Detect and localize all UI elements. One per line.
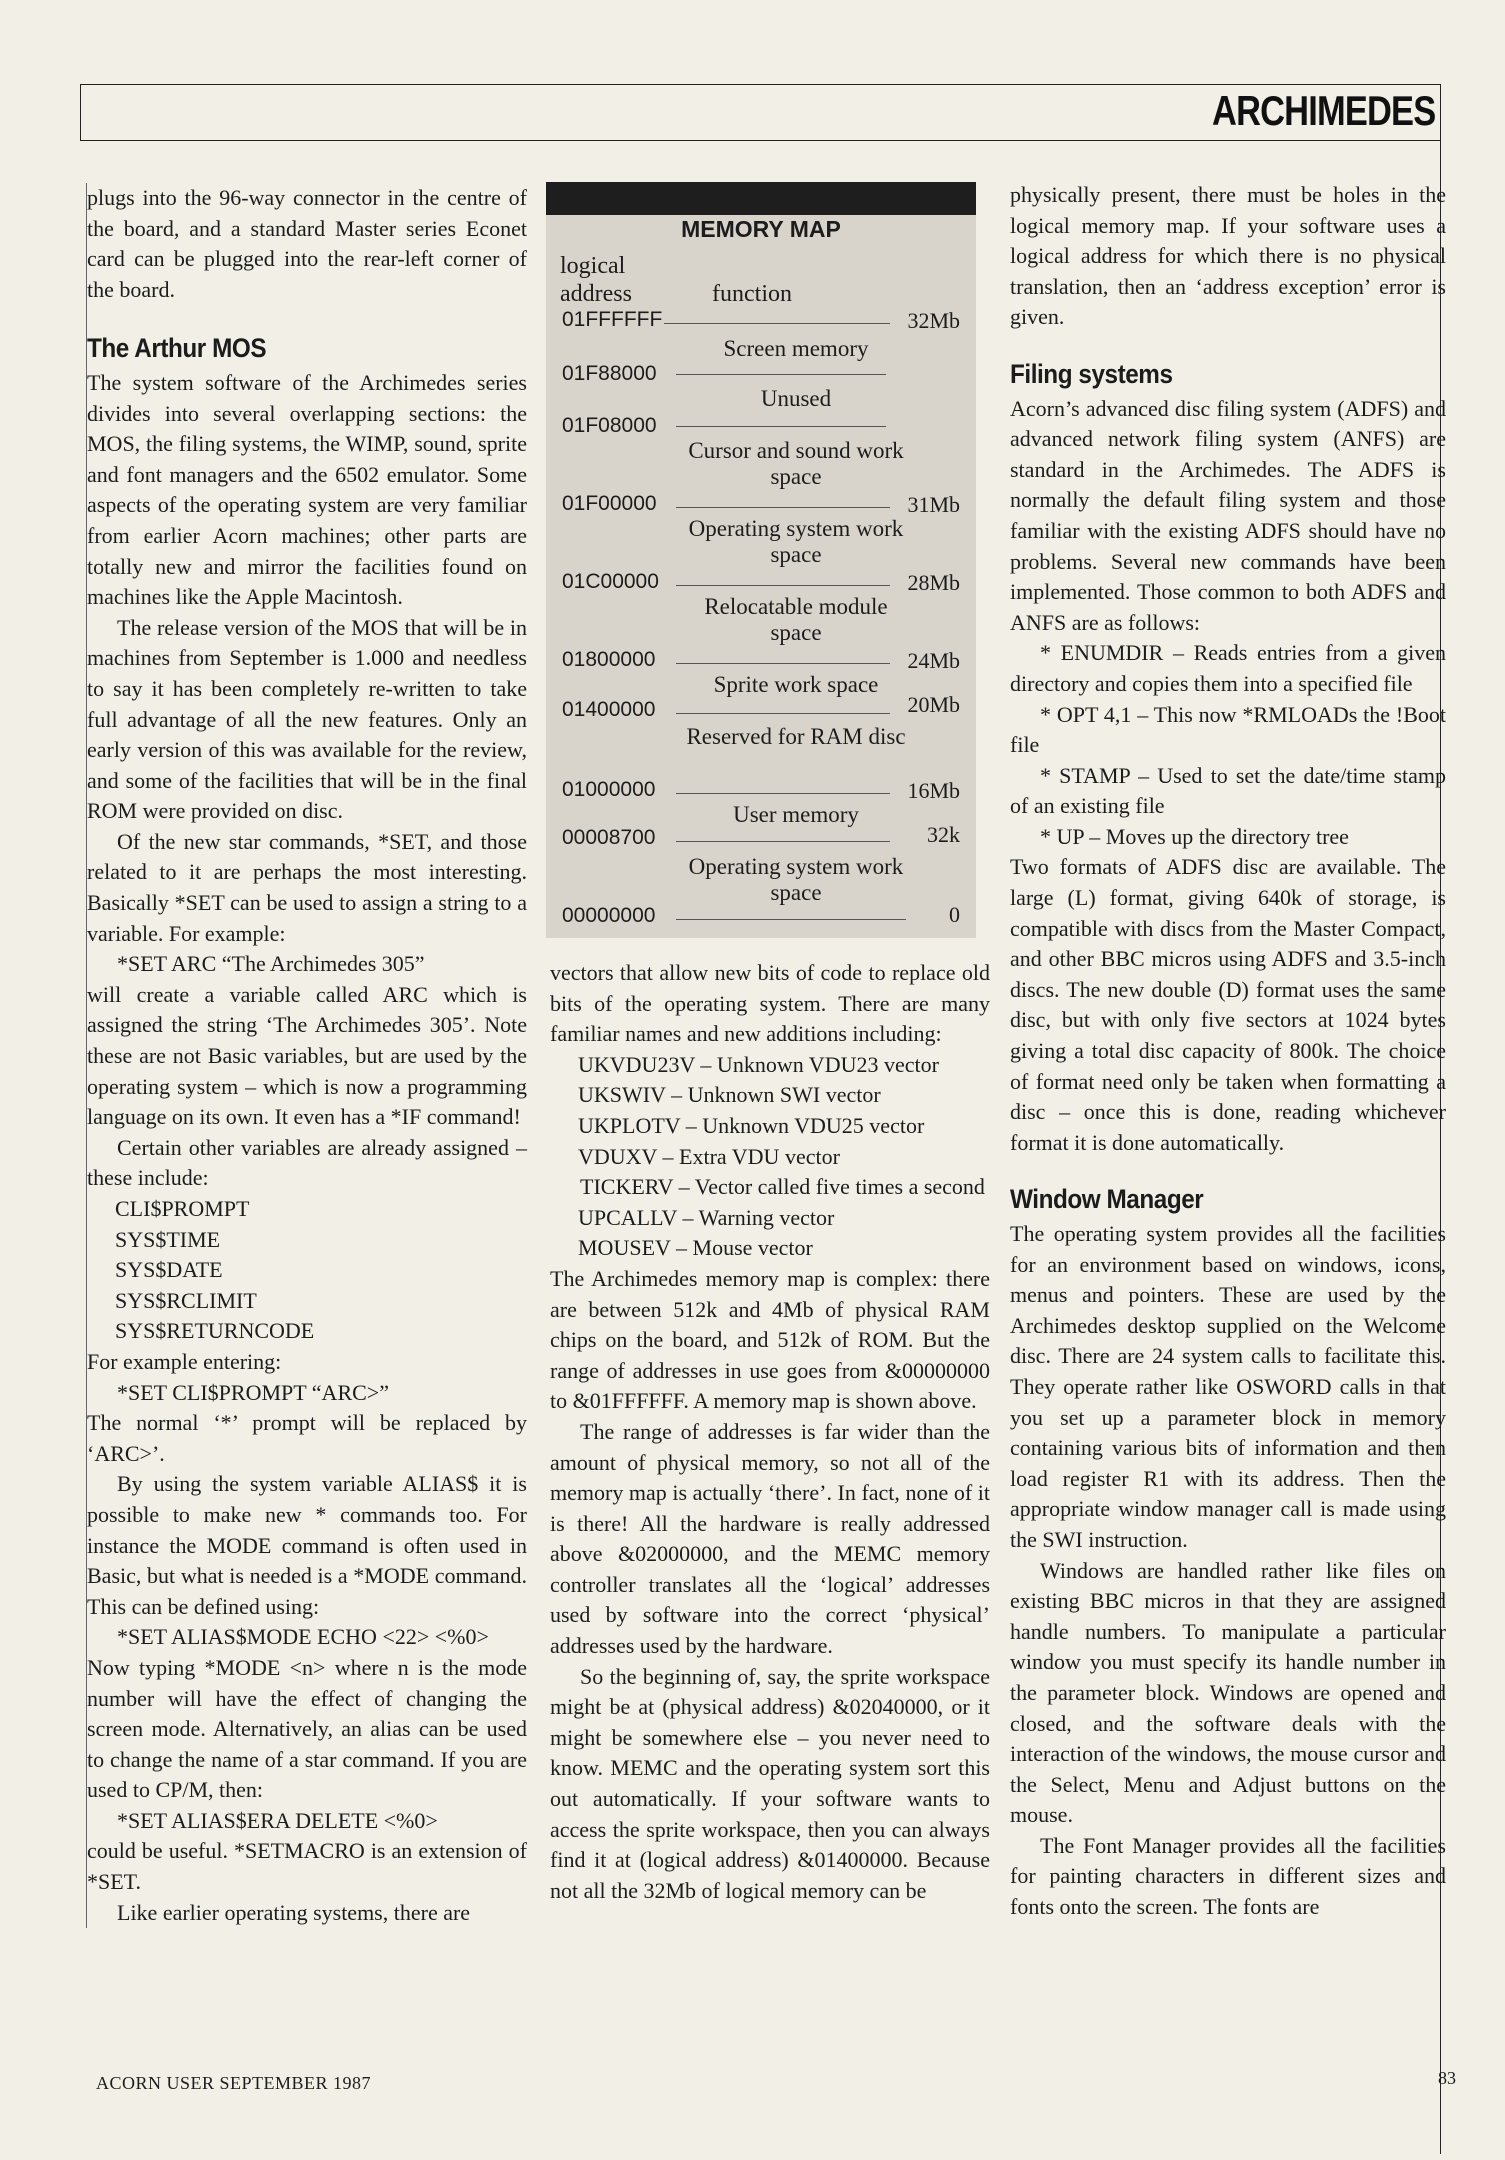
memory-map-function: Sprite work space [713, 672, 879, 697]
section-title: ARCHIMEDES [1211, 87, 1435, 134]
memory-map-size: 31Mb [907, 492, 960, 517]
memory-map-address: 01000000 [562, 778, 656, 801]
variable-item: SYS$DATE [115, 1257, 223, 1283]
memory-map-divider [676, 374, 886, 375]
paragraph: Certain other variables are already assigned – these include: [87, 1134, 527, 1191]
paragraph: Now typing *MODE <n> where n is the mode number will have the effect of changing the screen mode. Alternatively, an alias can be used to change the name of a star command. If you are used to CP/M, then: [87, 1654, 527, 1803]
paragraph: For example entering: [87, 1348, 282, 1374]
memory-map-address: 01800000 [562, 648, 656, 671]
command-example: *SET ARC “The Archimedes 305” [117, 951, 425, 977]
vector-item: MOUSEV – Mouse vector [578, 1235, 813, 1261]
memory-map-function: Operating system work space [688, 516, 904, 567]
page-frame-left [80, 84, 81, 140]
variable-item: SYS$RETURNCODE [115, 1318, 315, 1344]
memory-map-function: Screen memory [723, 336, 869, 361]
command-item: * OPT 4,1 – This now *RMLOADs the !Boot file [1010, 701, 1446, 758]
memory-map-divider [676, 585, 890, 586]
vector-item: TICKERV – Vector called five times a second [580, 1174, 985, 1200]
memory-map-figure [546, 182, 976, 938]
vector-item: UKVDU23V – Unknown VDU23 vector [578, 1051, 939, 1077]
paragraph: The Font Manager provides all the facilities for painting characters in different sizes and fonts onto the screen. The fonts are [1010, 1832, 1446, 1920]
memory-map-head-address: address [560, 281, 632, 307]
header-rule [80, 140, 1440, 141]
heading-arthur-mos: The Arthur MOS [87, 333, 267, 364]
paragraph: plugs into the 96-way connector in the centre of the board, and a standard Master series Econet card can be plugged into the rear-left corner of the board. [87, 185, 527, 302]
memory-map-address: 01FFFFFF [562, 308, 663, 331]
paragraph: Windows are handled rather like files on existing BBC micros in that they are assigned handle numbers. To manipulate a particular window you must specify its handle number in the parameter block. Windows are opened and closed, and the software deals with the interaction of the windows, the mouse cursor and the Select, Menu and Adjust buttons on the mouse. [1010, 1557, 1446, 1828]
paragraph: Acorn’s advanced disc filing system (ADFS) and advanced network filing system (ANFS) are standard in the Archimedes. The ADFS is normally the default filing system and those familiar with the existing ADFS should have no problems. Several new commands have been implemented. Those common to both ADFS and ANFS are as follows: [1010, 395, 1446, 635]
memory-map-size: 24Mb [907, 648, 960, 673]
memory-map-size: 20Mb [907, 692, 960, 717]
heading-filing-systems: Filing systems [1010, 358, 1173, 389]
memory-map-function: Relocatable module space [704, 594, 888, 645]
memory-map-divider [676, 841, 890, 842]
paragraph: vectors that allow new bits of code to replace old bits of the operating system. There are many familiar names and new additions including: [550, 960, 990, 1047]
footer-page-number: 83 [1438, 2068, 1456, 2088]
memory-map-address: 00000000 [562, 904, 656, 927]
column-1 [86, 183, 527, 1928]
memory-map-head-function: function [712, 281, 792, 307]
memory-map-size: 32k [927, 822, 960, 847]
memory-map-function: Reserved for RAM disc [686, 724, 906, 749]
memory-map-address: 01F00000 [562, 492, 657, 515]
memory-map-function: User memory [733, 802, 859, 827]
memory-map-divider [664, 323, 890, 324]
command-example: *SET ALIAS$MODE ECHO <22> <%0> [117, 1624, 489, 1650]
command-item: * STAMP – Used to set the date/time stamp of an existing file [1010, 762, 1446, 819]
command-item: * UP – Moves up the directory tree [1040, 823, 1349, 849]
memory-map-bar [546, 182, 976, 215]
column-2 [550, 958, 990, 1906]
heading-window-manager: Window Manager [1010, 1184, 1204, 1215]
variable-item: SYS$TIME [115, 1226, 221, 1252]
memory-map-head-logical: logical [560, 253, 626, 279]
memory-map-divider [676, 426, 886, 427]
paragraph: The normal ‘*’ prompt will be replaced by ‘ARC>’. [87, 1410, 527, 1466]
memory-map-function: Cursor and sound work space [688, 438, 904, 489]
memory-map-size: 32Mb [907, 308, 960, 333]
paragraph: The release version of the MOS that will be in machines from September is 1.000 and needless to say it has been completely re-written to take full advantage of all the new features. Only an early version of this was available for the review, and some of the facilities that will be in the final ROM were provided on disc. [87, 614, 527, 824]
command-example: *SET CLI$PROMPT “ARC>” [117, 1379, 389, 1405]
paragraph: The range of addresses is far wider than the amount of physical memory, so not all of the memory map is actually ‘there’. In fact, none of it is there! All the hardware is really addressed above &02000000, and the MEMC memory controller translates all the ‘logical’ addresses used by software into the correct ‘physical’ addresses used by the hardware. [550, 1418, 990, 1659]
paragraph: could be useful. *SETMACRO is an extension of *SET. [87, 1838, 527, 1895]
memory-map-divider [676, 919, 906, 920]
memory-map-title: MEMORY MAP [681, 216, 841, 242]
command-example: *SET ALIAS$ERA DELETE <%0> [117, 1807, 438, 1833]
memory-map-size: 16Mb [907, 778, 960, 803]
paragraph: The operating system provides all the facilities for an environment based on windows, icons, menus and pointers. These are used by the Archimedes desktop supplied on the Welcome disc. There are 24 system calls to facilitate this. They operate rather like OSWORD calls in that you set up a parameter block in memory containing various bits of information and then load register R1 with its address. Then the appropriate window manager call is made using the SWI instruction. [1010, 1221, 1446, 1552]
memory-map-divider [676, 713, 890, 714]
paragraph: physically present, there must be holes in the logical memory map. If your software uses a logical address for which there is no physical translation, then an ‘address exception’ error is given. [1010, 182, 1446, 330]
memory-map-address: 01400000 [562, 698, 656, 721]
command-item: * ENUMDIR – Reads entries from a given directory and copies them into a specified file [1010, 640, 1446, 696]
paragraph: The Archimedes memory map is complex: there are between 512k and 4Mb of physical RAM chips on the board, and 512k of ROM. But the range of addresses in use goes from &00000000 to &01FFFFFF. A memory map is shown above. [550, 1265, 990, 1414]
memory-map-address: 01F08000 [562, 414, 657, 437]
memory-map-address: 01F88000 [562, 362, 657, 385]
memory-map-divider [676, 507, 890, 508]
memory-map-address: 01C00000 [562, 570, 659, 593]
vector-item: UKPLOTV – Unknown VDU25 vector [578, 1112, 925, 1138]
paragraph: The system software of the Archimedes series divides into several overlapping sections: the MOS, the filing systems, the WIMP, sound, sprite and font managers and the 6502 emulator. Some aspects of the operating system are very familiar from earlier Acorn machines; other parts are totally new and mirror the facilities found on machines like the Apple Macintosh. [87, 369, 527, 610]
paragraph: So the beginning of, say, the sprite workspace might be at (physical address) &02040000, or it might be somewhere else – you never need to know. MEMC and the operating system sort this out automatically. If your software wants to access the sprite workspace, then you can always find it at (logical address) &01400000. Because not all the 32Mb of logical memory can be [550, 1663, 990, 1903]
memory-map-divider [676, 663, 890, 664]
memory-map-address: 00008700 [562, 826, 656, 849]
vector-item: VDUXV – Extra VDU vector [578, 1143, 840, 1169]
memory-map-divider [676, 793, 890, 794]
vector-item: UPCALLV – Warning vector [578, 1204, 835, 1230]
paragraph: will create a variable called ARC which is assigned the string ‘The Archimedes 305’. Note these are not Basic variables, but are used by the operating system – which is now a programming language on its own. It even has a *IF command! [87, 981, 527, 1130]
memory-map-function: Operating system work space [688, 854, 904, 905]
memory-map-function: Unused [760, 386, 832, 411]
memory-map-size: 28Mb [907, 570, 960, 595]
memory-map-size: 0 [949, 902, 960, 927]
footer-magazine: ACORN USER SEPTEMBER 1987 [96, 2073, 372, 2093]
paragraph: Like earlier operating systems, there are [117, 1899, 471, 1925]
column-3 [1010, 180, 1446, 1923]
paragraph: By using the system variable ALIAS$ it is possible to make new * commands too. For instance the MODE command is often used in Basic, but what is needed is a *MODE command. This can be defined using: [87, 1471, 527, 1619]
variable-item: SYS$RCLIMIT [115, 1287, 257, 1313]
paragraph: Of the new star commands, *SET, and those related to it are perhaps the most interesting. Basically *SET can be used to assign a string to a variable. For example: [87, 828, 527, 946]
paragraph: Two formats of ADFS disc are available. The large (L) format, giving 640k of storage, is compatible with discs from the Master Compact, and other BBC micros using ADFS and 3.5-inch discs. The new double (D) format uses the same disc, but with only five sectors at 1024 bytes giving a total disc capacity of 800k. The choice of format need only be taken when formatting a disc – once this is done, reading whichever format it is done automatically. [1010, 854, 1446, 1155]
vector-item: UKSWIV – Unknown SWI vector [578, 1082, 881, 1108]
variable-item: CLI$PROMPT [115, 1196, 250, 1221]
